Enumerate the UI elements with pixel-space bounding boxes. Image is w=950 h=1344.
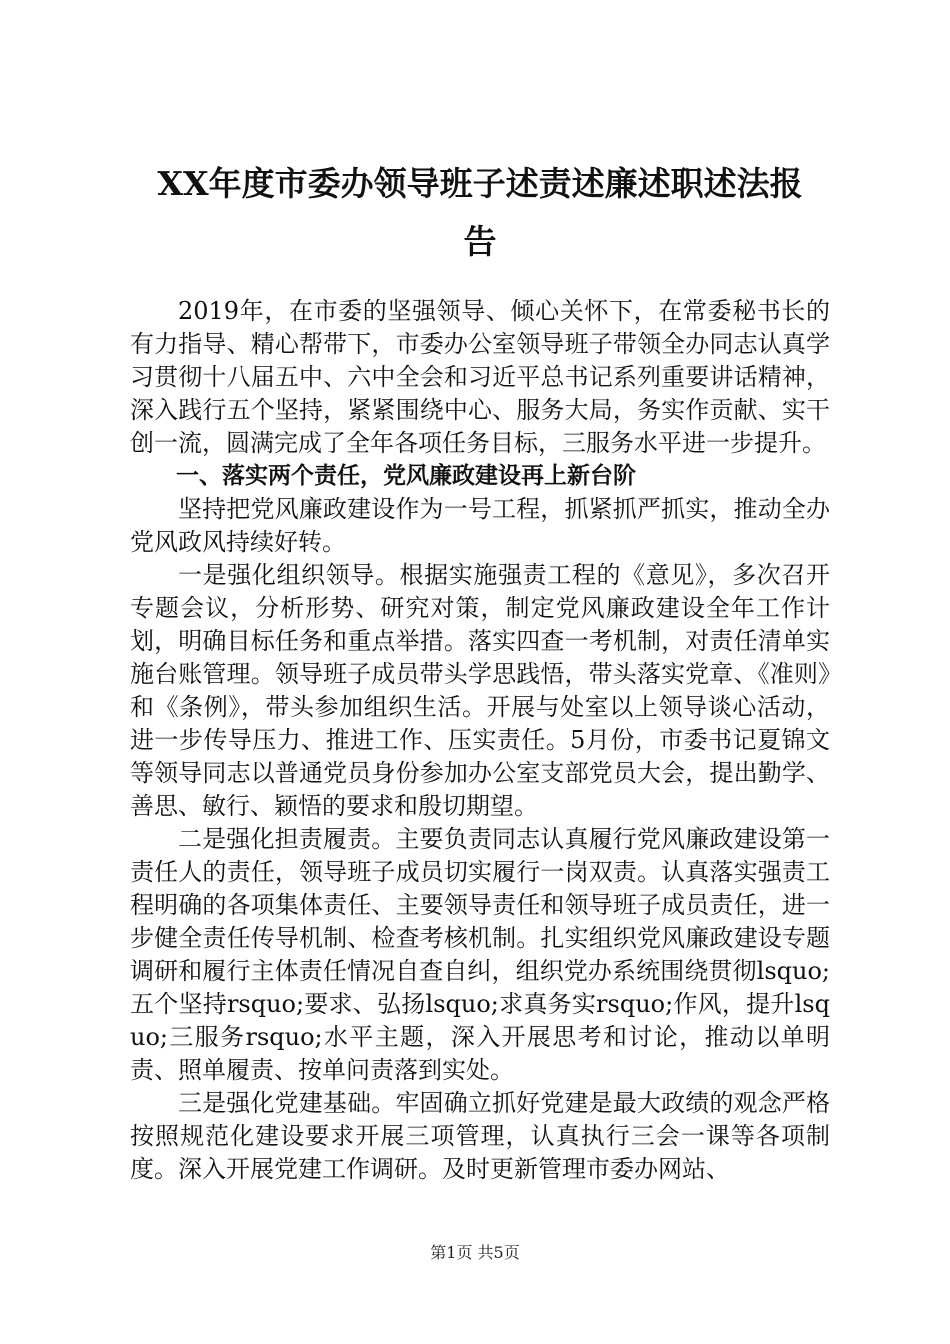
body-paragraph: 坚持把党风廉政建设作为一号工程，抓紧抓严抓实，推动全办党风政风持续好转。 [130, 495, 830, 556]
body-paragraph: 三是强化党建基础。牢固确立抓好党建是最大政绩的观念严格按照规范化建设要求开展三项管理，认真执行三会一课等各项制度。深入开展党建工作调研。及时更新管理市委办网站、 [130, 1089, 830, 1183]
body-paragraph: 一是强化组织领导。根据实施强责工程的《意见》，多次召开专题会议，分析形势、研究对策，制定党风廉政建设全年工作计划，明确目标任务和重点举措。落实四查一考机制，对责任清单实施台账管理。领导班子成员带头学思践悟，带头落实党章、《准则》和《条例》，带头参加组织生活。开展与处室以上领导谈心活动，进一步传导压力、推进工作、压实责任。5月份，市委书记夏锦文等领导同志以普通党员身份参加办公室支部党员大会，提出勤学、善思、敏行、颖悟的要求和殷切期望。 [130, 561, 830, 820]
section-heading: 一、落实两个责任，党风廉政建设再上新台阶 [176, 463, 636, 489]
document-title-line-1: XX年度市委办领导班子述责述廉述职述法报 [157, 164, 803, 203]
body-paragraph: 二是强化担责履责。主要负责同志认真履行党风廉政建设第一责任人的责任，领导班子成员切实履行一岗双责。认真落实强责工程明确的各项集体责任、主要领导责任和领导班子成员责任，进一步健全责任传导机制、检查考核机制。扎实组织党风廉政建设专题调研和履行主体责任情况自查自纠，组织党办系统围绕贯彻lsquo;五个坚持rsquo;要求、弘扬lsquo;求真务实rsquo;作风，提升lsquo;三服务rsquo;水平主题，深入开展思考和讨论，推动以单明责、照单履责、按单问责落到实处。 [130, 825, 830, 1084]
page-footer: 第1页 共5页 [430, 1243, 520, 1262]
document-title-line-2: 告 [463, 222, 497, 261]
intro-paragraph: 2019年，在市委的坚强领导、倾心关怀下，在常委秘书长的有力指导、精心帮带下，市委办公室领导班子带领全办同志认真学习贯彻十八届五中、六中全会和习近平总书记系列重要讲话精神，深入践行五个坚持，紧紧围绕中心、服务大局，务实作贡献、实干创一流，圆满完成了全年各项任务目标，三服务水平进一步提升。 [130, 297, 830, 457]
document-body [130, 295, 830, 1186]
